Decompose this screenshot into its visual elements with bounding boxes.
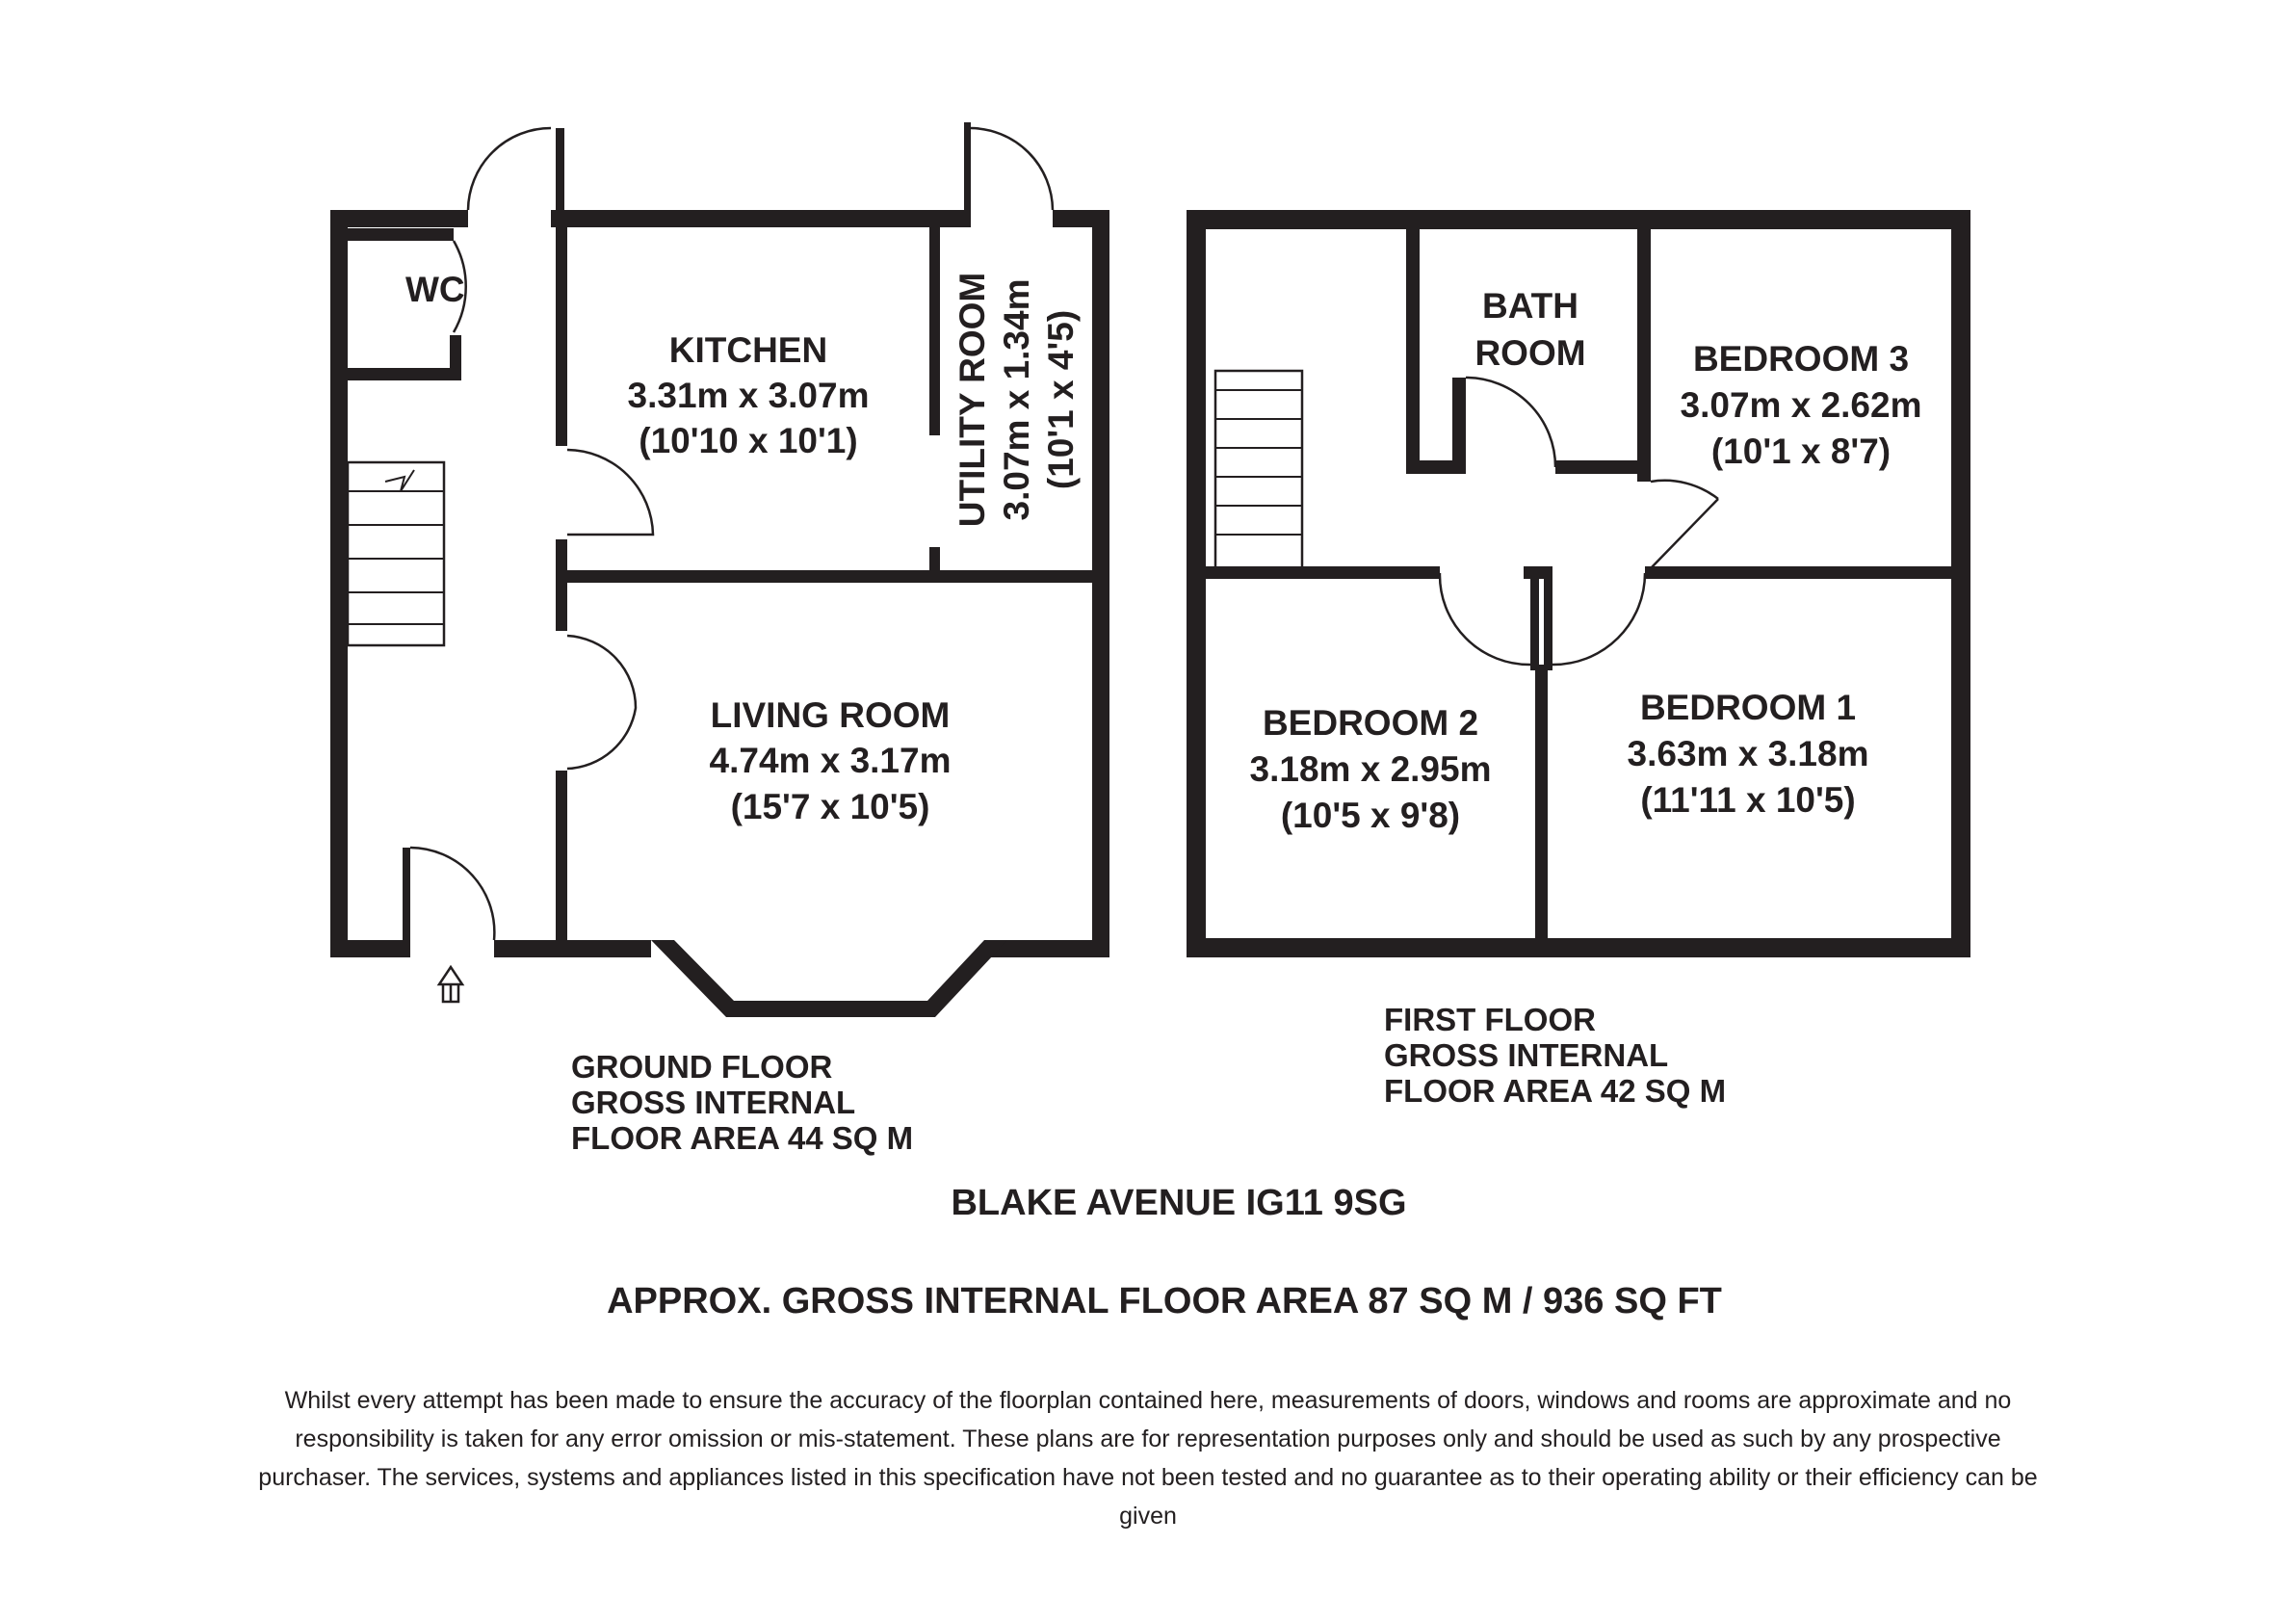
ff-bottom-wall xyxy=(1187,938,1970,957)
bedroom1-metric: 3.63m x 3.18m xyxy=(1627,734,1869,773)
bedroom3-imperial: (10'1 x 8'7) xyxy=(1710,432,1892,471)
kitchen-left-wall xyxy=(556,210,567,446)
ff-top-wall xyxy=(1187,210,1970,229)
living-left-wall-upper xyxy=(556,578,567,631)
ff-area-line-2: GROSS INTERNAL xyxy=(1384,1037,1669,1073)
entrance-arrow-icon xyxy=(439,967,462,1002)
bathroom-name-line-2: ROOM xyxy=(1474,333,1586,373)
bathroom-bottom-wall-right xyxy=(1555,460,1647,474)
bedroom3-door-swing xyxy=(1651,481,1718,568)
bedroom1-name: BEDROOM 1 xyxy=(1639,688,1857,727)
bathroom-door-swing xyxy=(1466,378,1555,467)
bedroom3-metric: 3.07m x 2.62m xyxy=(1680,385,1922,425)
bay-window xyxy=(651,940,1007,1017)
ff-right-wall xyxy=(1951,210,1970,957)
bedroom3-left-wall-stub xyxy=(1637,460,1651,482)
gf-area-line-2: GROSS INTERNAL xyxy=(571,1085,856,1120)
gf-bottom-wall-left xyxy=(330,940,410,957)
bathroom-door-jamb xyxy=(1452,378,1466,474)
bedroom2-imperial: (10'5 x 9'8) xyxy=(1280,796,1461,835)
stair-outline xyxy=(348,462,444,645)
utility-door-jamb xyxy=(964,122,971,227)
front-door-jamb xyxy=(403,848,410,957)
utility-room-metric: 3.07m x 1.34m xyxy=(997,278,1036,521)
utility-door-swing xyxy=(971,128,1053,210)
utility-partition-upper xyxy=(929,227,940,435)
utility-room-imperial: (10'1 x 4'5) xyxy=(1041,309,1081,490)
bedroom1-imperial: (11'11 x 10'5) xyxy=(1640,780,1856,820)
bedroom1-door-swing xyxy=(1552,573,1645,665)
ff-stair-outline xyxy=(1215,371,1302,568)
wc-top-wall xyxy=(348,228,454,241)
top-door-swing xyxy=(468,128,551,210)
ff-area-line-3: FLOOR AREA 42 SQ M xyxy=(1384,1073,1727,1109)
living-room-metric: 4.74m x 3.17m xyxy=(709,741,952,780)
wc-label: WC xyxy=(405,270,465,309)
bathroom-name-line-1: BATH xyxy=(1481,286,1579,326)
kitchen-door-swing xyxy=(567,450,653,535)
gf-left-wall xyxy=(330,210,348,957)
bedroom-divider-upper-b xyxy=(1544,566,1552,670)
disclaimer-text: Whilst every attempt has been made to ensure the accuracy of the floorplan contained here, measurements of doors, windows and rooms are approximate and no responsibility is taken for any error omission or mis-statement. These plans are for representation purposes only and should be used as such by any prospective purchaser. The services, systems and appliances listed in this specification have not been tested and no guarantee as to their operating ability or their efficiency can be given xyxy=(258,1387,2038,1530)
living-double-doors xyxy=(567,636,636,769)
gf-area-line-1: GROUND FLOOR xyxy=(571,1049,833,1085)
wc-right-wall xyxy=(450,335,461,380)
kitchen-metric: 3.31m x 3.07m xyxy=(627,376,870,415)
gf-area-line-3: FLOOR AREA 44 SQ M xyxy=(571,1120,914,1156)
property-address: BLAKE AVENUE IG11 9SG xyxy=(951,1183,1407,1223)
living-left-wall-lower xyxy=(556,771,567,957)
bathroom-left-wall xyxy=(1406,229,1420,474)
bedroom3-bottom-wall xyxy=(1645,566,1951,579)
gf-bottom-wall-middle xyxy=(494,940,651,957)
utility-partition-lower xyxy=(929,547,940,576)
utility-room-name: UTILITY ROOM xyxy=(952,272,992,528)
kitchen-imperial: (10'10 x 10'1) xyxy=(639,421,858,460)
bedroom3-name: BEDROOM 3 xyxy=(1692,339,1910,379)
bedroom2-door-swing xyxy=(1440,573,1530,665)
gf-right-wall xyxy=(1092,210,1109,957)
living-room-name: LIVING ROOM xyxy=(710,695,951,735)
ff-staircase xyxy=(1215,371,1302,568)
living-room-imperial: (15'7 x 10'5) xyxy=(730,787,930,826)
ff-door-swings xyxy=(1440,378,1718,665)
gf-top-wall-left xyxy=(330,210,468,227)
gf-staircase xyxy=(348,462,444,645)
total-floor-area: APPROX. GROSS INTERNAL FLOOR AREA 87 SQ M / 936 SQ FT xyxy=(607,1281,1722,1321)
kitchen-living-wall xyxy=(556,570,1109,583)
bedroom-divider-upper-a xyxy=(1530,566,1539,670)
bedroom2-metric: 3.18m x 2.95m xyxy=(1249,749,1492,789)
kitchen-name: KITCHEN xyxy=(668,330,828,370)
ground-floor-plan xyxy=(330,122,1109,1017)
wc-bottom-wall xyxy=(348,368,461,380)
ff-left-wall xyxy=(1187,210,1206,957)
gf-top-wall-middle xyxy=(551,210,967,227)
bedroom2-name: BEDROOM 2 xyxy=(1262,703,1479,743)
front-door-swing xyxy=(410,848,494,940)
bedroom-divider xyxy=(1535,665,1548,957)
ff-area-line-1: FIRST FLOOR xyxy=(1384,1002,1596,1037)
bathroom-right-wall xyxy=(1637,229,1651,474)
stair-break-mark xyxy=(385,470,414,491)
